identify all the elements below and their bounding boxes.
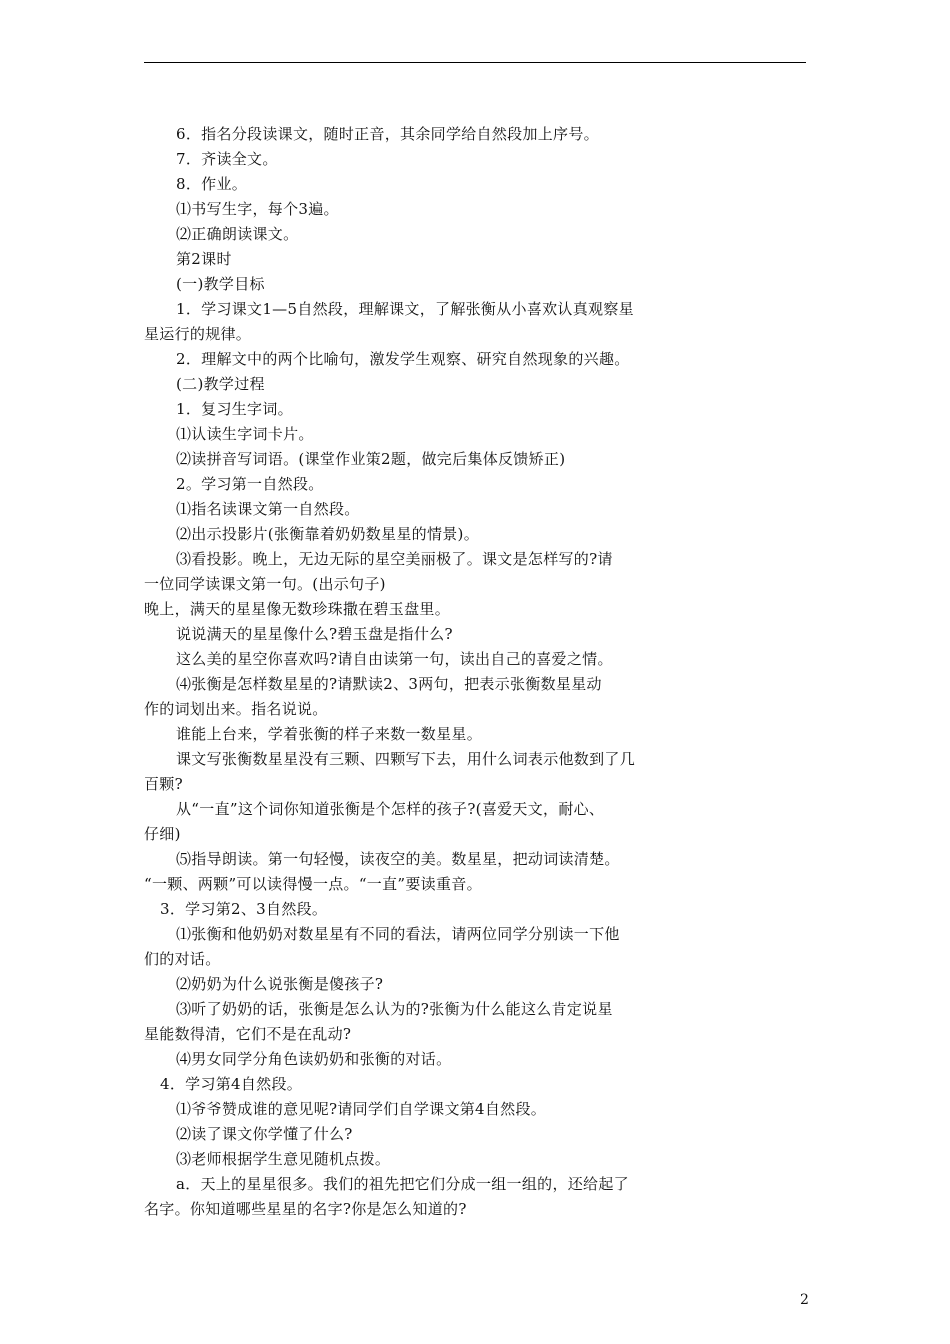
quoted-sentence: 晚上，满天的星星像无数珍珠撒在碧玉盘里。 <box>144 600 451 618</box>
text-line: 1．学习课文1—5自然段，理解课文，了解张衡从小喜欢认真观察星 <box>176 300 634 318</box>
text-line: 谁能上台来，学着张衡的样子来数一数星星。 <box>176 725 483 743</box>
text-line: 7．齐读全文。 <box>176 150 278 168</box>
text-line: ⑸指导朗读。第一句轻慢，读夜空的美。数星星，把动词读清楚。 <box>176 850 620 868</box>
text-line: ⑴书写生字，每个3遍。 <box>176 200 339 218</box>
text-line: 2．理解文中的两个比喻句，激发学生观察、研究自然现象的兴趣。 <box>176 350 630 368</box>
text-line: 4．学习第4自然段。 <box>160 1075 303 1093</box>
text-line: ⑵读拼音写词语。(课堂作业策2题，做完后集体反馈矫正) <box>176 450 566 468</box>
text-line: ⑴认读生字词卡片。 <box>176 425 314 443</box>
text-line: 们的对话。 <box>144 950 221 968</box>
text-line: ⑴指名读课文第一自然段。 <box>176 500 360 518</box>
text-line: “一颗、两颗”可以读得慢一点。“一直”要读重音。 <box>144 875 482 893</box>
text-line: ⑶老师根据学生意见随机点拨。 <box>176 1150 391 1168</box>
text-line: a．天上的星星很多。我们的祖先把它们分成一组一组的，还给起了 <box>176 1175 629 1193</box>
page-number: 2 <box>800 1292 809 1308</box>
section-heading: 第2课时 <box>176 250 232 268</box>
text-line: ⑶看投影。晚上，无边无际的星空美丽极了。课文是怎样写的?请 <box>176 550 613 568</box>
text-line: ⑴张衡和他奶奶对数星星有不同的看法，请两位同学分别读一下他 <box>176 925 620 943</box>
text-line: 8．作业。 <box>176 175 248 193</box>
text-line: ⑷张衡是怎样数星星的?请默读2、3两句，把表示张衡数星星动 <box>176 675 602 693</box>
text-line: 6．指名分段读课文，随时正音，其余同学给自然段加上序号。 <box>176 125 599 143</box>
text-line: 3．学习第2、3自然段。 <box>160 900 328 918</box>
text-line: 仔细) <box>144 825 181 843</box>
text-line: ⑴爷爷赞成谁的意见呢?请同学们自学课文第4自然段。 <box>176 1100 547 1118</box>
text-line: 说说满天的星星像什么?碧玉盘是指什么? <box>176 625 453 643</box>
text-line: ⑶听了奶奶的话，张衡是怎么认为的?张衡为什么能这么肯定说星 <box>176 1000 613 1018</box>
section-heading: (二)教学过程 <box>176 375 265 393</box>
text-line: 名字。你知道哪些星星的名字?你是怎么知道的? <box>144 1200 467 1218</box>
text-line: 一位同学读课文第一句。(出示句子) <box>144 575 386 593</box>
text-line: ⑵正确朗读课文。 <box>176 225 299 243</box>
text-line: 星运行的规律。 <box>144 325 252 343</box>
text-line: 2。学习第一自然段。 <box>176 475 324 493</box>
text-line: 课文写张衡数星星没有三颗、四颗写下去，用什么词表示他数到了几 <box>176 750 636 768</box>
text-line: 百颗? <box>144 775 183 793</box>
text-line: ⑷男女同学分角色读奶奶和张衡的对话。 <box>176 1050 452 1068</box>
text-line: 从“一直”这个词你知道张衡是个怎样的孩子?(喜爱天文，耐心、 <box>176 800 605 818</box>
text-line: ⑵读了课文你学懂了什么? <box>176 1125 353 1143</box>
text-line: 这么美的星空你喜欢吗?请自由读第一句，读出自己的喜爱之情。 <box>176 650 613 668</box>
text-line: 作的词划出来。指名说说。 <box>144 700 328 718</box>
text-line: 星能数得清，它们不是在乱动? <box>144 1025 352 1043</box>
text-line: ⑵出示投影片(张衡靠着奶奶数星星的情景)。 <box>176 525 480 543</box>
header-rule <box>144 62 806 63</box>
text-line: 1．复习生字词。 <box>176 400 293 418</box>
text-line: ⑵奶奶为什么说张衡是傻孩子? <box>176 975 384 993</box>
section-heading: (一)教学目标 <box>176 275 265 293</box>
